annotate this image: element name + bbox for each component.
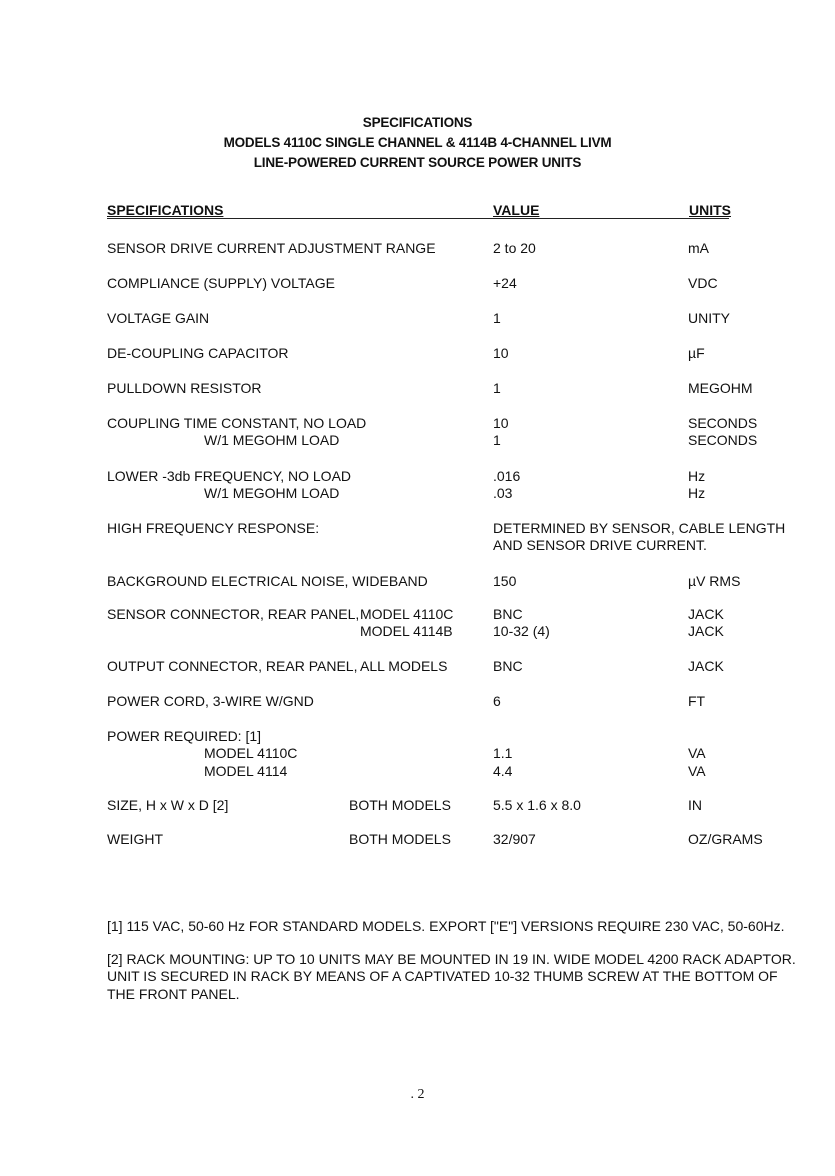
spec-unit: SECONDS [688,432,758,448]
spec-label: WEIGHT [107,831,163,847]
spec-label: POWER REQUIRED: [1] [107,728,262,744]
footnote-2-line-2: UNIT IS SECURED IN RACK BY MEANS OF A CAPTIVATED 10-32 THUMB SCREW AT THE BOTTOM OF [107,968,778,984]
spec-label: HIGH FREQUENCY RESPONSE: [107,520,320,536]
spec-value: 1 [493,380,501,396]
footnote-2-line-1: [2] RACK MOUNTING: UP TO 10 UNITS MAY BE MOUNTED IN 19 IN. WIDE MODEL 4200 RACK ADAPTOR. [107,951,796,967]
spec-unit: MEGOHM [688,380,753,396]
spec-label: COUPLING TIME CONSTANT, NO LOAD [107,415,367,431]
spec-sublabel: W/1 MEGOHM LOAD [204,485,340,501]
spec-sublabel: W/1 MEGOHM LOAD [204,432,340,448]
spec-value: 10 [493,345,509,361]
spec-value: 32/907 [493,831,536,847]
spec-unit: SECONDS [688,415,758,431]
spec-unit: µF [688,345,705,361]
spec-label: PULLDOWN RESISTOR [107,380,262,396]
spec-unit: Hz [688,485,706,501]
spec-unit: JACK [688,623,724,639]
header-specifications: SPECIFICATIONS [107,202,224,218]
spec-value: 6 [493,693,501,709]
spec-value: 10-32 (4) [493,623,550,639]
spec-unit: µV RMS [688,573,741,589]
title-line-1: SPECIFICATIONS [362,115,473,130]
spec-value: 150 [493,573,517,589]
spec-value: +24 [493,275,517,291]
spec-value: DETERMINED BY SENSOR, CABLE LENGTH [493,520,786,536]
spec-value: 1 [493,432,501,448]
spec-unit: VA [688,763,706,779]
footnote-2-line-3: THE FRONT PANEL. [107,986,240,1002]
spec-value: 2 to 20 [493,240,536,256]
spec-unit: Hz [688,468,706,484]
spec-value: 10 [493,415,509,431]
header-underline [107,218,729,219]
spec-value: .016 [493,468,521,484]
spec-model: MODEL 4110C [204,745,298,761]
spec-value: BNC [493,658,523,674]
spec-model: BOTH MODELS [349,831,451,847]
spec-unit: OZ/GRAMS [688,831,763,847]
spec-label: DE-COUPLING CAPACITOR [107,345,289,361]
header-value: VALUE [493,202,540,218]
spec-unit: VA [688,745,706,761]
spec-label: COMPLIANCE (SUPPLY) VOLTAGE [107,275,335,291]
page-number: . 2 [410,1087,425,1102]
spec-model: MODEL 4114 [204,763,288,779]
spec-value: 5.5 x 1.6 x 8.0 [493,797,581,813]
spec-value: AND SENSOR DRIVE CURRENT. [493,537,707,553]
spec-label: OUTPUT CONNECTOR, REAR PANEL, [107,658,358,674]
spec-unit: UNITY [688,310,730,326]
spec-unit: JACK [688,606,724,622]
header-units: UNITS [689,202,731,218]
title-line-3: LINE-POWERED CURRENT SOURCE POWER UNITS [253,155,582,170]
spec-model: MODEL 4110C [360,606,454,622]
spec-value: 1.1 [493,745,513,761]
spec-label: POWER CORD, 3-WIRE W/GND [107,693,314,709]
spec-value: BNC [493,606,523,622]
spec-label: VOLTAGE GAIN [107,310,210,326]
spec-model: MODEL 4114B [360,623,453,639]
spec-value: .03 [493,485,513,501]
spec-value: 1 [493,310,501,326]
spec-label: SIZE, H x W x D [2] [107,797,229,813]
document-title [0,113,835,173]
spec-label: SENSOR CONNECTOR, REAR PANEL, [107,606,360,622]
spec-unit: JACK [688,658,724,674]
spec-label: BACKGROUND ELECTRICAL NOISE, WIDEBAND [107,573,428,589]
spec-unit: VDC [688,275,718,291]
title-line-2: MODELS 4110C SINGLE CHANNEL & 4114B 4-CHANNEL LIVM [223,135,612,150]
spec-unit: mA [688,240,709,256]
spec-label: LOWER -3db FREQUENCY, NO LOAD [107,468,352,484]
spec-model: ALL MODELS [360,658,448,674]
footnote-1: [1] 115 VAC, 50-60 Hz FOR STANDARD MODELS. EXPORT ["E"] VERSIONS REQUIRE 230 VAC, 50-60Hz. [107,918,785,934]
spec-value: 4.4 [493,763,513,779]
spec-label: SENSOR DRIVE CURRENT ADJUSTMENT RANGE [107,240,436,256]
spec-unit: IN [688,797,702,813]
spec-model: BOTH MODELS [349,797,451,813]
spec-unit: FT [688,693,706,709]
